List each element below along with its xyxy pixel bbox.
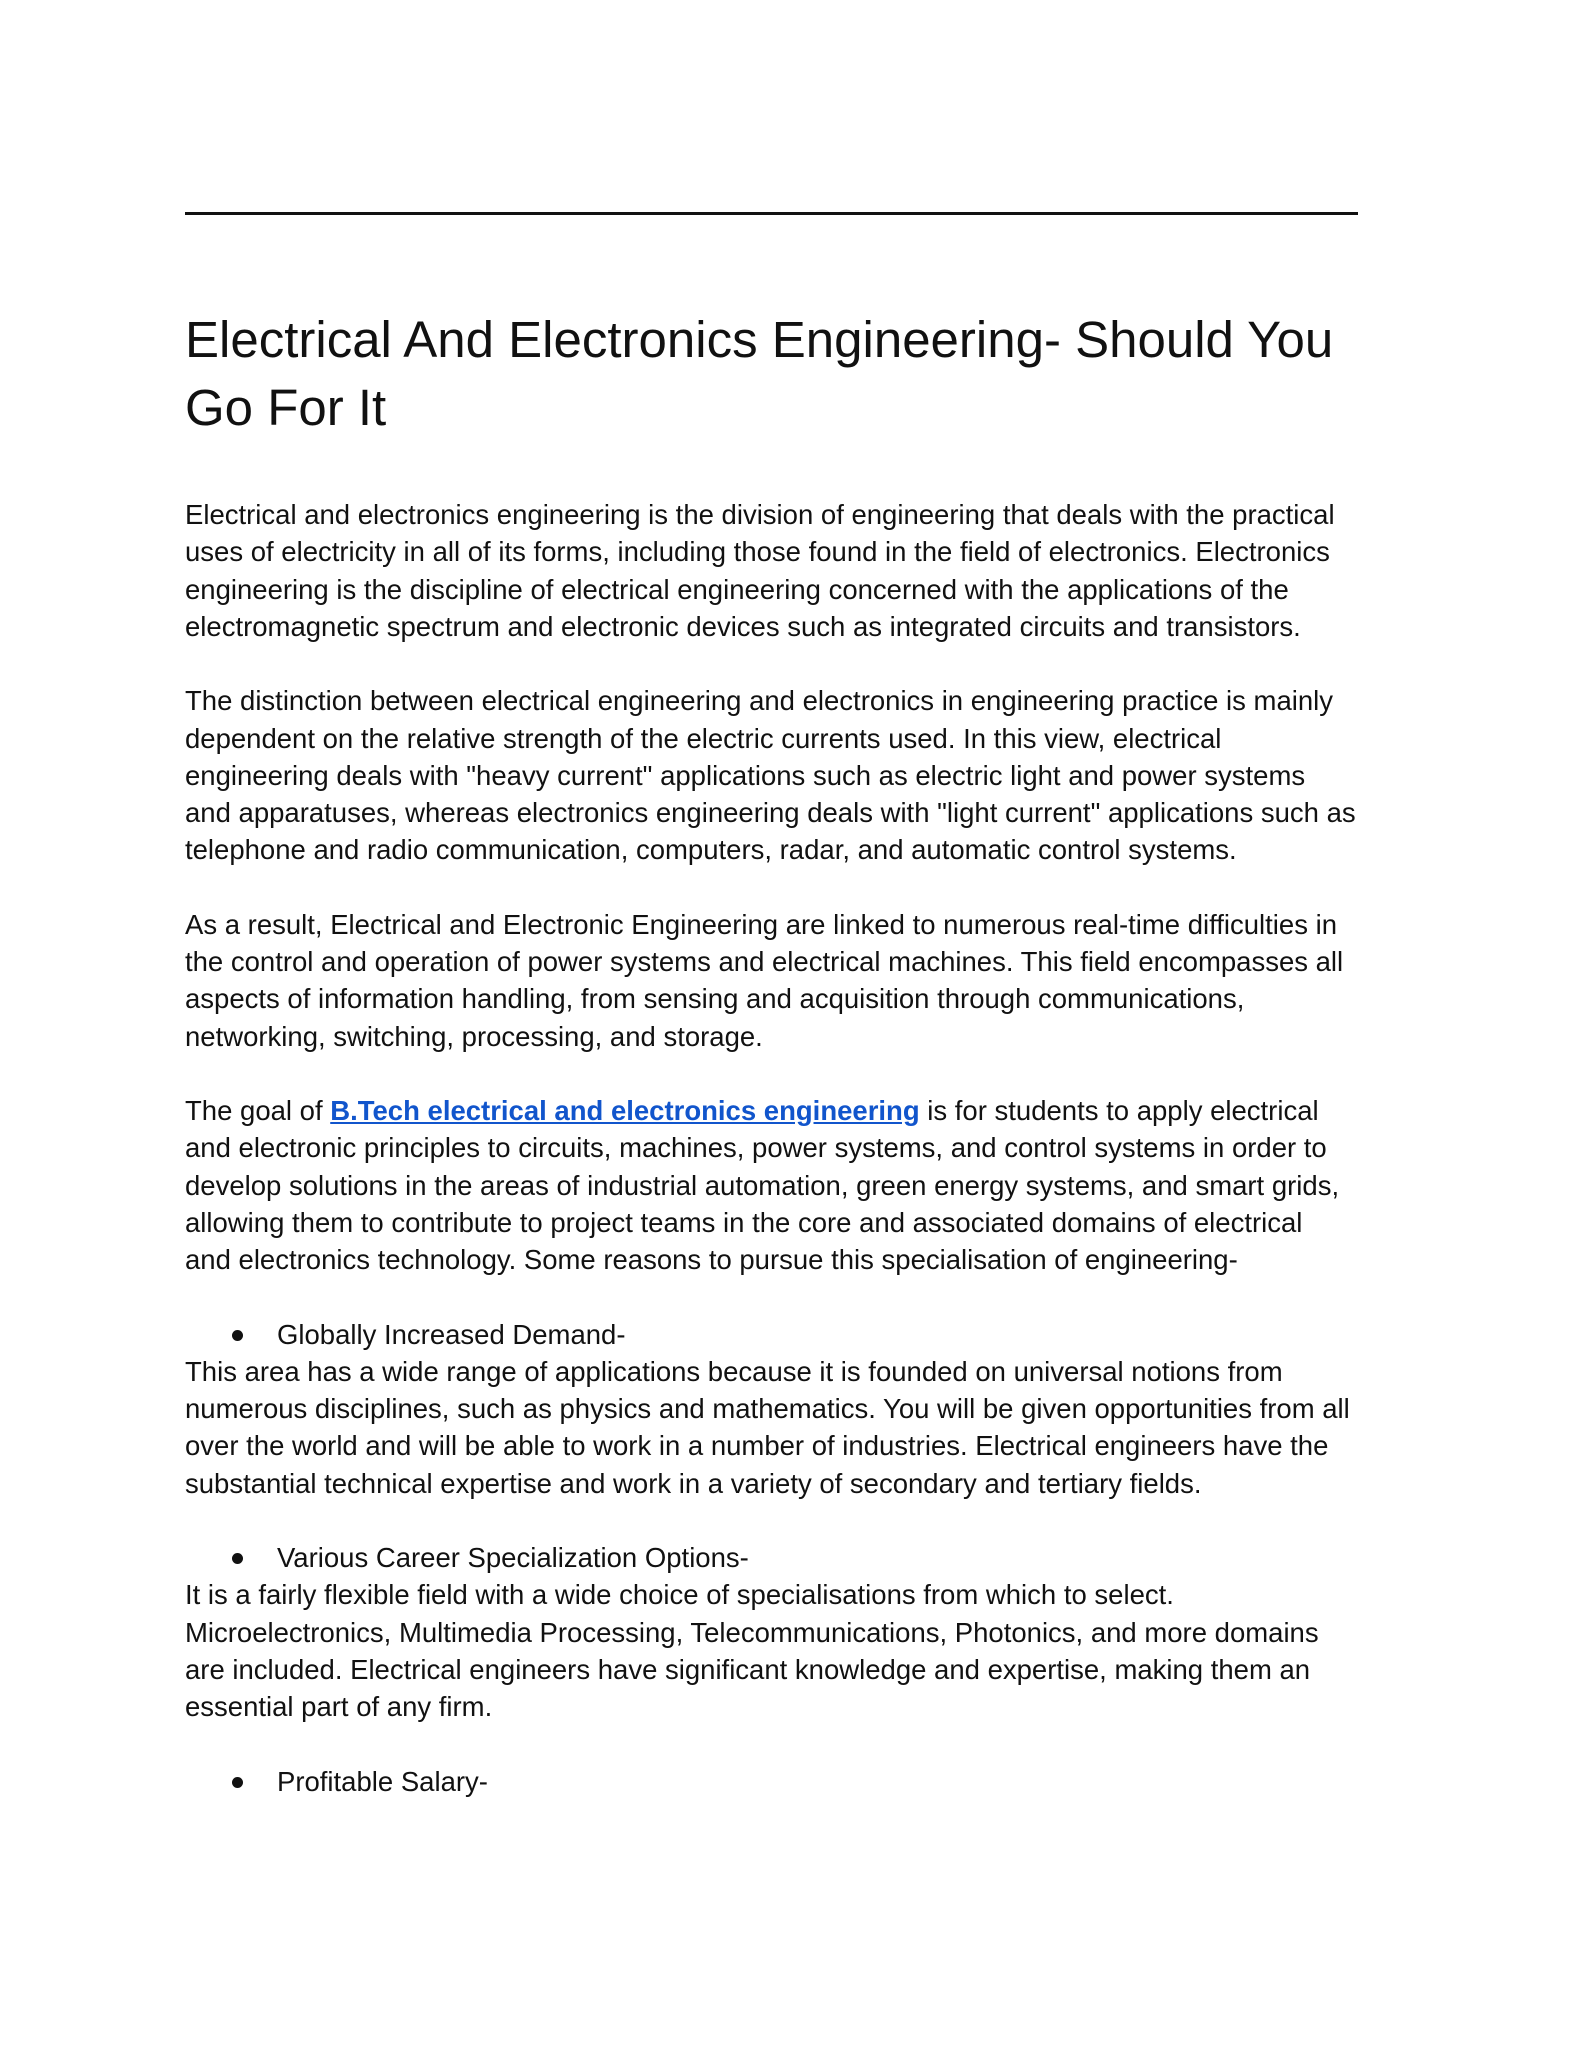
title-line: Go For It [185, 379, 387, 436]
title-line: Electrical And Electronics Engineering- Should You [185, 311, 1334, 368]
text-fragment: is for students to apply electrical [919, 1095, 1319, 1126]
text-fragment: The goal of [185, 1095, 331, 1126]
text-line: are included. Electrical engineers have significant knowledge and expertise, making them an [185, 1653, 1311, 1685]
bullet-item [185, 1539, 1435, 1576]
text-line: This area has a wide range of applications because it is founded on universal notions from [185, 1355, 1283, 1387]
text-line: networking, switching, processing, and storage. [185, 1020, 763, 1052]
bullet-label: Profitable Salary- [277, 1765, 488, 1797]
btech-eee-link[interactable]: B.Tech electrical and electronics engineering [330, 1095, 920, 1126]
bullet-icon [232, 1330, 243, 1341]
text-line: As a result, Electrical and Electronic Engineering are linked to numerous real-time difficulties in [185, 908, 1337, 940]
text-line [185, 1092, 1435, 1129]
text-line: the control and operation of power systems and electrical machines. This field encompasses all [185, 946, 1344, 977]
text-line: and electronics technology. Some reasons to pursue this specialisation of engineering- [185, 1244, 1238, 1275]
text-line: electromagnetic spectrum and electronic devices such as integrated circuits and transistors. [185, 610, 1301, 642]
text-line: develop solutions in the areas of industrial automation, green energy systems, and smart grids, [185, 1169, 1340, 1201]
bullet-icon [232, 1553, 243, 1564]
text-line: numerous disciplines, such as physics and mathematics. You will be given opportunities from all [185, 1393, 1350, 1424]
paragraph-result [185, 906, 1435, 1055]
text-line: engineering deals with "heavy current" applications such as electric light and power systems [185, 759, 1306, 791]
bullet-label: Various Career Specialization Options- [277, 1542, 749, 1573]
text-line: substantial technical expertise and work in a variety of secondary and tertiary fields. [185, 1467, 1202, 1499]
text-line: engineering is the discipline of electrical engineering concerned with the applications of the [185, 573, 1289, 605]
paragraph-intro [185, 496, 1435, 645]
text-line: essential part of any firm. [185, 1691, 493, 1722]
text-line: aspects of information handling, from sensing and acquisition through communications, [185, 983, 1245, 1015]
horizontal-rule [185, 212, 1358, 215]
bullet-item [185, 1763, 1435, 1800]
text-line: It is a fairly flexible field with a wide choice of specialisations from which to select. [185, 1579, 1174, 1611]
text-line: Electrical and electronics engineering is the division of engineering that deals with the practical [185, 499, 1335, 530]
document-body [185, 496, 1435, 1800]
paragraph-distinction [185, 682, 1435, 868]
paragraph-goal [185, 1092, 1435, 1278]
bullet-icon [232, 1777, 243, 1788]
text-line: telephone and radio communication, computers, radar, and automatic control systems. [185, 834, 1237, 866]
text-line: and apparatuses, whereas electronics engineering deals with "light current" applications such as [185, 797, 1356, 828]
text-line: and electronic principles to circuits, machines, power systems, and control systems in order to [185, 1132, 1327, 1164]
text-line: over the world and will be able to work in a number of industries. Electrical engineers have the [185, 1430, 1329, 1462]
bullet-label: Globally Increased Demand- [277, 1318, 626, 1350]
text-line: dependent on the relative strength of the electric currents used. In this view, electrical [185, 722, 1222, 754]
text-line: allowing them to contribute to project teams in the core and associated domains of electrical [185, 1206, 1303, 1238]
text-line: The distinction between electrical engineering and electronics in engineering practice is mainly [185, 685, 1334, 717]
text-line: uses of electricity in all of its forms, including those found in the field of electronics. Electronics [185, 536, 1330, 568]
text-line: Microelectronics, Multimedia Processing, Telecommunications, Photonics, and more domains [185, 1616, 1319, 1648]
bullet-item [185, 1316, 1435, 1353]
page-title [185, 306, 1435, 442]
